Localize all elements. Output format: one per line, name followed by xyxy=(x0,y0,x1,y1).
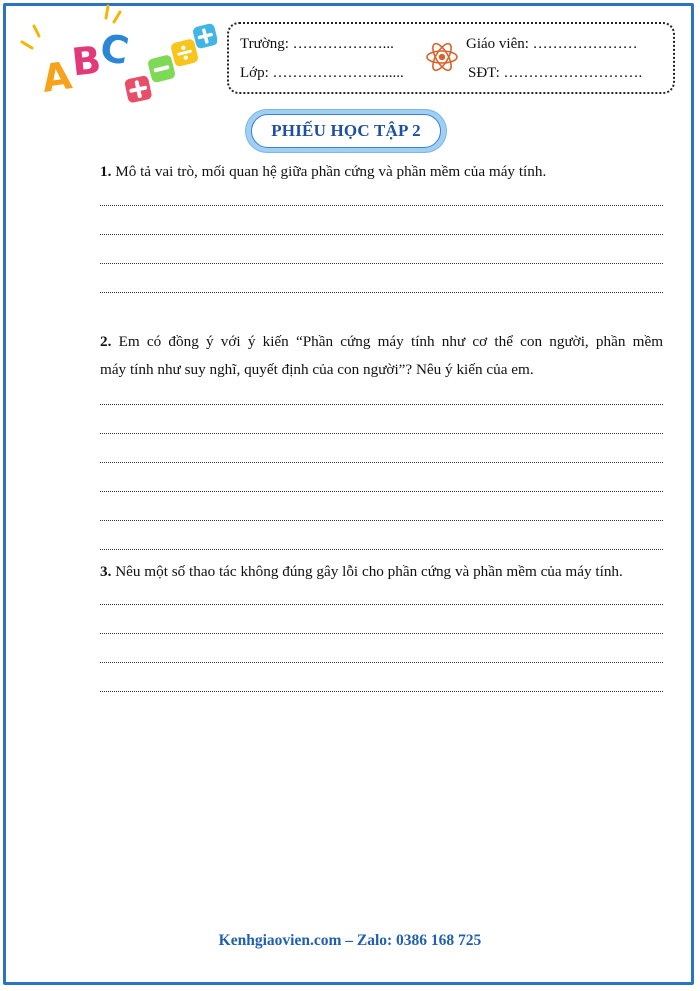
answer-line xyxy=(100,449,663,463)
header-info-box xyxy=(227,22,675,94)
atom-icon xyxy=(425,40,459,74)
letter-b: B xyxy=(69,37,104,85)
question-text: Nêu một số thao tác không đúng gây lỗi cho phần cứng và phần mềm của máy tính. xyxy=(115,563,623,580)
teacher-field: Giáo viên: ………………… xyxy=(466,36,638,52)
question-1 xyxy=(100,158,663,186)
question-2-line-2: máy tính như suy nghĩ, quyết định của con người”? Nêu ý kiến của em. xyxy=(100,361,534,378)
answer-line xyxy=(100,391,663,405)
answer-line xyxy=(100,192,663,206)
worksheet-title-badge xyxy=(246,110,446,152)
answer-line xyxy=(100,221,663,235)
answer-line xyxy=(100,250,663,264)
question-3 xyxy=(100,558,663,586)
question-2-line-1 xyxy=(100,328,663,356)
letter-a: A xyxy=(39,53,75,101)
answer-line xyxy=(100,536,663,550)
answer-line xyxy=(100,279,663,293)
answer-line xyxy=(100,507,663,521)
minus-tile-icon xyxy=(147,54,176,83)
phone-field: SĐT: ………………………. xyxy=(468,65,643,81)
question-number: 2. xyxy=(100,333,112,350)
question-text: Em có đồng ý với ý kiến “Phần cứng máy tính như cơ thể con người, phần mềm xyxy=(118,333,664,350)
school-field: Trường: ………………... xyxy=(240,36,394,52)
class-field: Lớp: …………………....... xyxy=(240,65,404,81)
plus-tile-icon xyxy=(124,75,152,103)
answer-line xyxy=(100,678,663,692)
answer-line xyxy=(100,478,663,492)
question-number: 3. xyxy=(100,563,112,580)
answer-line xyxy=(100,420,663,434)
footer-contact: Kenhgiaovien.com – Zalo: 0386 168 725 xyxy=(218,932,482,949)
question-text: Mô tả vai trò, mối quan hệ giữa phần cứng và phần mềm của máy tính. xyxy=(115,163,547,180)
question-number: 1. xyxy=(100,163,112,180)
answer-line xyxy=(100,649,663,663)
answer-line xyxy=(100,620,663,634)
divide-tile-icon xyxy=(170,38,199,67)
plus-small-tile-icon xyxy=(192,23,217,50)
abc-math-logo xyxy=(12,2,217,114)
letter-c: C xyxy=(96,25,132,74)
answer-line xyxy=(100,591,663,605)
worksheet-title: PHIẾU HỌC TẬP 2 xyxy=(251,114,441,148)
